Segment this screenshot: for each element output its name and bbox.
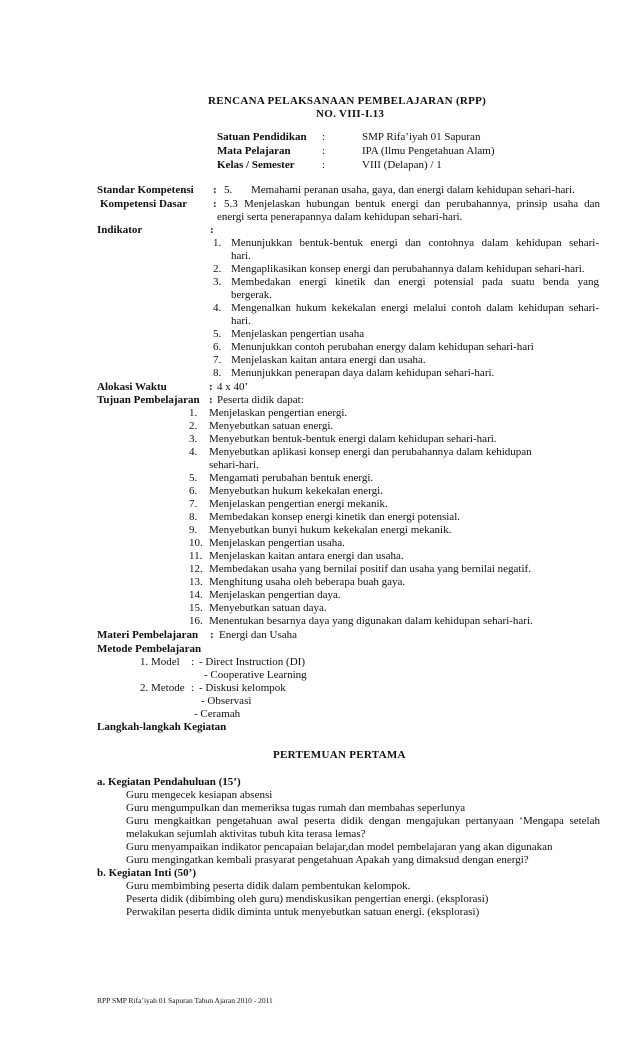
tujuan-text: Menyebutkan satuan daya. bbox=[209, 602, 327, 614]
indikator-num: 4. bbox=[213, 302, 222, 314]
tujuan-colon: : bbox=[209, 394, 213, 406]
indikator-text: Menjelaskan pengertian usaha bbox=[231, 328, 365, 340]
indikator-text: Mengenalkan hukum kekekalan energi melalui contoh dalam kehidupan sehari- bbox=[231, 302, 599, 314]
tujuan-text: Menjelaskan pengertian energi mekanik. bbox=[209, 498, 388, 510]
standar-num: 5. bbox=[224, 184, 233, 196]
identity-value-mapel: IPA (Ilmu Pengetahuan Alam) bbox=[362, 145, 495, 157]
metode-metode-colon: : bbox=[191, 682, 195, 694]
tujuan-num: 13. bbox=[189, 576, 203, 588]
tujuan-num: 5. bbox=[189, 472, 198, 484]
metode-model-item: - Cooperative Learning bbox=[204, 669, 307, 681]
inti-line: Perwakilan peserta didik diminta untuk menyebutkan satuan energi. (eksplorasi) bbox=[126, 906, 480, 918]
tujuan-text: Menjelaskan pengertian energi. bbox=[209, 407, 348, 419]
tujuan-text: Menghitung usaha oleh beberapa buah gaya. bbox=[209, 576, 406, 588]
tujuan-text: Menyebutkan aplikasi konsep energi dan perubahannya dalam kehidupan bbox=[209, 446, 532, 458]
metode-metode-item: - Diskusi kelompok bbox=[199, 682, 286, 694]
indikator-label: Indikator bbox=[97, 224, 143, 236]
indikator-num: 8. bbox=[213, 367, 222, 379]
indikator-text-cont: hari. bbox=[231, 315, 251, 327]
tujuan-num: 15. bbox=[189, 602, 203, 614]
indikator-text-cont: bergerak. bbox=[231, 289, 273, 301]
materi-label: Materi Pembelajaran bbox=[97, 629, 199, 641]
tujuan-num: 2. bbox=[189, 420, 198, 432]
inti-line: Guru membimbing peserta didik dalam pembentukan kelompok. bbox=[126, 880, 411, 892]
pendahuluan-line: Guru mengumpulkan dan memeriksa tugas rumah dan membahas seperlunya bbox=[126, 802, 466, 814]
indikator-num: 3. bbox=[213, 276, 222, 288]
metode-model-label: 1. Model bbox=[140, 656, 180, 668]
indikator-num: 2. bbox=[213, 263, 222, 275]
tujuan-text: Menentukan besarnya daya yang digunakan dalam kehidupan sehari-hari. bbox=[209, 615, 533, 627]
pendahuluan-line: Guru mengecek kesiapan absensi bbox=[126, 789, 273, 801]
metode-metode-item: - Ceramah bbox=[194, 708, 241, 720]
alokasi-colon: : bbox=[209, 381, 213, 393]
identity-label-satuan: Satuan Pendidikan bbox=[217, 131, 307, 143]
indikator-text: Menunjukkan bentuk-bentuk energi dan contohnya dalam kehidupan sehari- bbox=[231, 237, 599, 249]
identity-value-satuan: SMP Rifa’iyah 01 Sapuran bbox=[362, 131, 481, 143]
indikator-text-cont: hari. bbox=[231, 250, 251, 262]
langkah-label: Langkah-langkah Kegiatan bbox=[97, 721, 227, 733]
pendahuluan-line: Guru mengingatkan kembali prasyarat pengetahuan Apakah yang dimaksud dengan energi? bbox=[126, 854, 529, 866]
tujuan-text-cont: sehari-hari. bbox=[209, 459, 259, 471]
tujuan-text: Menyebutkan bentuk-bentuk energi dalam kehidupan sehari-hari. bbox=[209, 433, 497, 445]
indikator-num: 7. bbox=[213, 354, 222, 366]
tujuan-label: Tujuan Pembelajaran bbox=[97, 394, 200, 406]
identity-sep: : bbox=[322, 159, 326, 171]
identity-sep: : bbox=[322, 131, 326, 143]
tujuan-num: 11. bbox=[189, 550, 203, 562]
tujuan-text: Menjelaskan pengertian usaha. bbox=[209, 537, 345, 549]
indikator-text: Menunjukkan contoh perubahan energy dalam kehidupan sehari-hari bbox=[231, 341, 534, 353]
indikator-text: Menunjukkan penerapan daya dalam kehidupan sehari-hari. bbox=[231, 367, 495, 379]
tujuan-num: 7. bbox=[189, 498, 198, 510]
tujuan-text: Membedakan usaha yang bernilai positif dan usaha yang bernilai negatif. bbox=[209, 563, 531, 575]
standar-colon: : bbox=[213, 184, 217, 196]
standar-label: Standar Kompetensi bbox=[97, 184, 194, 196]
indikator-num: 6. bbox=[213, 341, 222, 353]
pendahuluan-line: Guru menyampaikan indikator pencapaian belajar,dan model pembelajaran yang akan digunakan bbox=[126, 841, 553, 853]
tujuan-text: Menyebutkan bunyi hukum kekekalan energi mekanik. bbox=[209, 524, 452, 536]
indikator-num: 5. bbox=[213, 328, 222, 340]
identity-sep: : bbox=[322, 145, 326, 157]
document-title: RENCANA PELAKSANAAN PEMBELAJARAN (RPP) bbox=[208, 95, 487, 107]
materi-value: Energi dan Usaha bbox=[219, 629, 297, 641]
tujuan-text: Menjelaskan pengertian daya. bbox=[209, 589, 341, 601]
pertemuan-title: PERTEMUAN PERTAMA bbox=[273, 749, 406, 761]
alokasi-label: Alokasi Waktu bbox=[97, 381, 167, 393]
metode-label: Metode Pembelajaran bbox=[97, 643, 202, 655]
identity-label-mapel: Mata Pelajaran bbox=[217, 145, 291, 157]
metode-model-item: - Direct Instruction (DI) bbox=[199, 656, 305, 668]
kd-colon: : bbox=[213, 198, 217, 210]
identity-value-kelas: VIII (Delapan) / 1 bbox=[362, 159, 442, 171]
indikator-colon: : bbox=[210, 224, 214, 236]
page-footer: RPP SMP Rifa’iyah 01 Sapuran Tahun Ajaran 2010 - 2011 bbox=[97, 996, 273, 1005]
identity-label-kelas: Kelas / Semester bbox=[217, 159, 295, 171]
tujuan-num: 3. bbox=[189, 433, 198, 445]
tujuan-num: 4. bbox=[189, 446, 198, 458]
tujuan-num: 1. bbox=[189, 407, 198, 419]
kd-label: Kompetensi Dasar bbox=[100, 198, 188, 210]
indikator-text: Mengaplikasikan konsep energi dan perubahannya dalam kehidupan sehari-hari. bbox=[231, 263, 585, 275]
tujuan-num: 8. bbox=[189, 511, 198, 523]
inti-line: Peserta didik (dibimbing oleh guru) mendiskusikan pengertian energi. (eksplorasi) bbox=[126, 893, 489, 905]
pendahuluan-line: melakukan sejumlah aktivitas tubuh kita terasa lemas? bbox=[126, 828, 366, 840]
tujuan-num: 14. bbox=[189, 589, 203, 601]
kd-text-line1: Menjelaskan hubungan bentuk energi dan perubahannya, prinsip usaha dan bbox=[244, 198, 600, 210]
tujuan-intro: Peserta didik dapat: bbox=[217, 394, 304, 406]
tujuan-text: Mengamati perubahan bentuk energi. bbox=[209, 472, 374, 484]
alokasi-value: 4 x 40’ bbox=[217, 381, 249, 393]
tujuan-text: Membedakan konsep energi kinetik dan energi potensial. bbox=[209, 511, 460, 523]
tujuan-text: Menyebutkan satuan energi. bbox=[209, 420, 334, 432]
pendahuluan-title: a. Kegiatan Pendahuluan (15’) bbox=[97, 776, 241, 788]
kd-text-line2: energi serta penerapannya dalam kehidupan sehari-hari. bbox=[217, 211, 463, 223]
standar-text: Memahami peranan usaha, gaya, dan energi dalam kehidupan sehari-hari. bbox=[251, 184, 575, 196]
inti-title: b. Kegiatan Inti (50’) bbox=[97, 867, 196, 879]
tujuan-num: 10. bbox=[189, 537, 203, 549]
tujuan-text: Menyebutkan hukum kekekalan energi. bbox=[209, 485, 383, 497]
tujuan-num: 6. bbox=[189, 485, 198, 497]
pendahuluan-line: Guru mengkaitkan pengetahuan awal peserta didik dengan mengajukan pertanyaan ‘Mengapa setelah bbox=[126, 815, 600, 827]
indikator-text: Menjelaskan kaitan antara energi dan usaha. bbox=[231, 354, 426, 366]
metode-metode-item: - Observasi bbox=[201, 695, 252, 707]
tujuan-num: 12. bbox=[189, 563, 203, 575]
metode-model-colon: : bbox=[191, 656, 195, 668]
tujuan-num: 16. bbox=[189, 615, 203, 627]
indikator-text: Membedakan energi kinetik dan energi potensial pada suatu benda yang bbox=[231, 276, 599, 288]
document-number: NO. VIII-I.13 bbox=[316, 108, 385, 120]
metode-metode-label: 2. Metode bbox=[140, 682, 185, 694]
tujuan-num: 9. bbox=[189, 524, 198, 536]
materi-colon: : bbox=[210, 629, 214, 641]
indikator-num: 1. bbox=[213, 237, 222, 249]
tujuan-text: Menjelaskan kaitan antara energi dan usaha. bbox=[209, 550, 404, 562]
kd-num: 5.3 bbox=[224, 198, 238, 210]
